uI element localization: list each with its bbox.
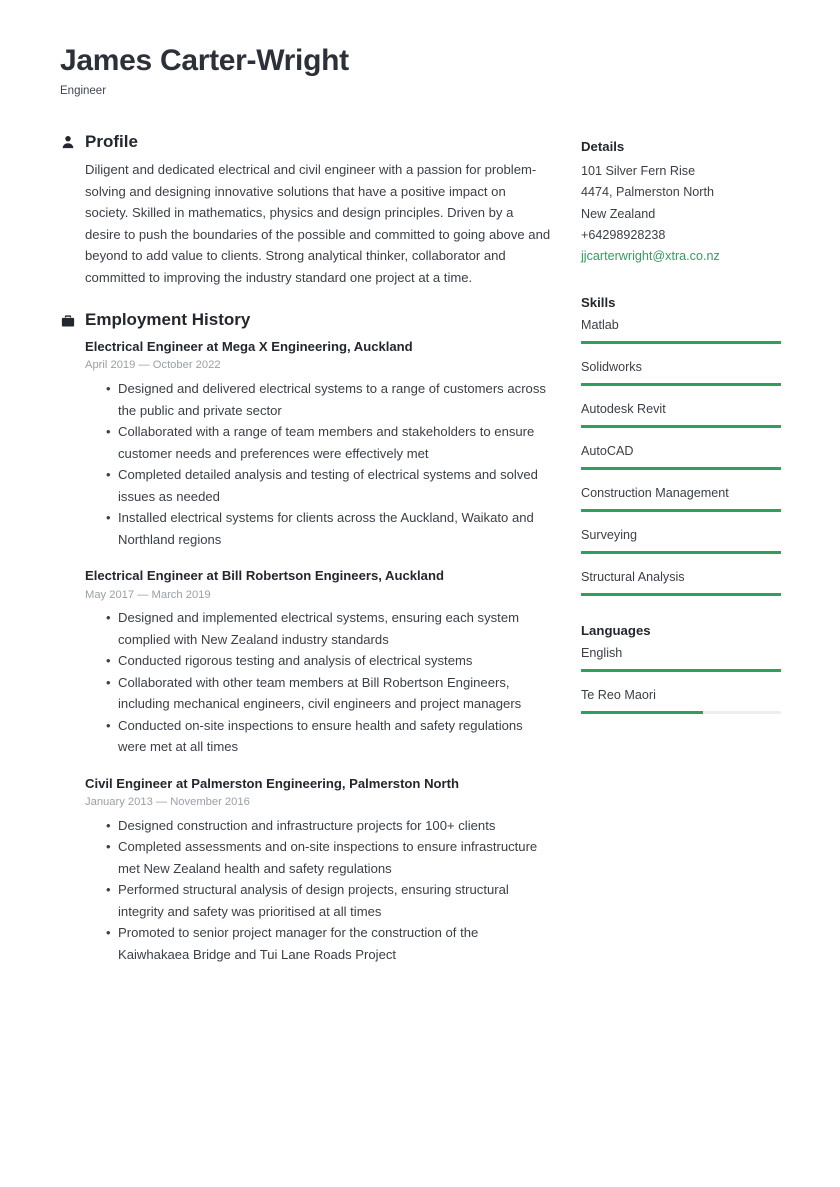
rating-label: Surveying (581, 527, 638, 542)
rating-label: Construction Management (581, 485, 729, 500)
candidate-name: James Carter-Wright (60, 44, 349, 77)
rating-track (581, 669, 781, 672)
skills-block (581, 294, 781, 596)
rating-item (581, 485, 781, 512)
profile-body (60, 159, 552, 288)
profile-section (60, 132, 552, 288)
rating-item (581, 359, 781, 386)
rating-item (581, 401, 781, 428)
rating-item (581, 317, 781, 344)
job-bullet: • Collaborated with a range of team members and stakeholders to ensure customer needs and preferences were effectively met (106, 421, 552, 464)
detail-line: New Zealand (581, 206, 656, 221)
job-heading: Civil Engineer at Palmerston Engineering, Palmerston North (85, 775, 459, 791)
rating-fill (581, 551, 781, 554)
rating-track (581, 509, 781, 512)
job-heading: Electrical Engineer at Bill Robertson Engineers, Auckland (85, 568, 444, 584)
rating-fill (581, 669, 781, 672)
employment-section-header (60, 310, 552, 330)
rating-label: Te Reo Maori (581, 687, 656, 702)
details-block (581, 138, 781, 268)
job-bullet: • Completed detailed analysis and testing of electrical systems and solved issues as needed (106, 464, 552, 507)
job-bullet: • Designed and delivered electrical systems to a range of customers across the public and private sector (106, 378, 552, 421)
skills-list (581, 317, 781, 596)
job-bullet: • Conducted rigorous testing and analysis of electrical systems (106, 650, 552, 672)
rating-fill (581, 593, 781, 596)
rating-track (581, 383, 781, 386)
rating-item (581, 687, 781, 714)
resume-header (60, 44, 760, 99)
languages-title: Languages (581, 622, 651, 638)
rating-item (581, 569, 781, 596)
rating-label: English (581, 645, 623, 660)
employment-title: Employment History (85, 310, 251, 330)
rating-track (581, 711, 781, 714)
sidebar (581, 138, 781, 740)
person-icon (60, 135, 75, 150)
rating-fill (581, 341, 781, 344)
rating-track (581, 425, 781, 428)
employment-body (60, 338, 552, 966)
rating-label: Autodesk Revit (581, 401, 666, 416)
rating-label: Matlab (581, 317, 619, 332)
languages-list (581, 645, 781, 714)
profile-title: Profile (85, 132, 138, 151)
job-dates: May 2017 — March 2019 (85, 588, 211, 601)
briefcase-icon (60, 313, 75, 328)
rating-fill (581, 383, 781, 386)
rating-fill (581, 711, 703, 714)
profile-section-header (60, 132, 552, 152)
jobs-list (85, 338, 552, 966)
job-bullet: • Designed and implemented electrical systems, ensuring each system complied with New Zealand industry standards (106, 607, 552, 650)
job-entry (85, 775, 552, 966)
rating-fill (581, 509, 781, 512)
job-bullet: • Designed construction and infrastructure projects for 100+ clients (106, 815, 552, 837)
profile-text: Diligent and dedicated electrical and civil engineer with a passion for problem-solving and designing innovative solutions that have a positive impact on society. Skilled in mathematics, physics and design principles. Driven by a desire to push the boundaries of the possible and committed to going above and beyond to add value to clients. Strong analytical thinker, collaborator and committed to improving the industry standard one project at a time. (85, 162, 551, 285)
rating-fill (581, 467, 781, 470)
job-heading: Electrical Engineer at Mega X Engineering, Auckland (85, 338, 413, 354)
job-bullet: • Completed assessments and on-site inspections to ensure infrastructure met New Zealand health and safety regulations (106, 836, 552, 879)
skills-title: Skills (581, 294, 616, 310)
rating-track (581, 593, 781, 596)
rating-label: Solidworks (581, 359, 642, 374)
rating-track (581, 341, 781, 344)
job-bullet: • Conducted on-site inspections to ensure health and safety regulations were met at all times (106, 715, 552, 758)
rating-label: Structural Analysis (581, 569, 685, 584)
languages-block (581, 622, 781, 714)
rating-item (581, 443, 781, 470)
job-bullet: • Promoted to senior project manager for the construction of the Kaiwhakaea Bridge and Tui Lane Roads Project (106, 922, 552, 965)
job-dates: January 2013 — November 2016 (85, 796, 250, 809)
email-link[interactable]: jjcarterwright@xtra.co.nz (581, 249, 720, 264)
main-column (60, 132, 552, 969)
rating-track (581, 467, 781, 470)
rating-label: AutoCAD (581, 443, 634, 458)
job-bullets (85, 607, 552, 758)
detail-line: 101 Silver Fern Rise (581, 164, 696, 179)
details-lines (581, 161, 781, 246)
job-bullets (85, 378, 552, 550)
details-title: Details (581, 139, 625, 154)
job-dates: April 2019 — October 2022 (85, 359, 221, 372)
employment-section (60, 310, 552, 965)
rating-item (581, 645, 781, 672)
rating-item (581, 527, 781, 554)
job-bullets (85, 815, 552, 966)
detail-line: +64298928238 (581, 228, 666, 243)
detail-line: 4474, Palmerston North (581, 185, 715, 200)
job-bullet: • Installed electrical systems for clients across the Auckland, Waikato and Northland regions (106, 507, 552, 550)
rating-track (581, 551, 781, 554)
rating-fill (581, 425, 781, 428)
job-bullet: • Collaborated with other team members at Bill Robertson Engineers, including mechanical engineers, civil engineers and project managers (106, 672, 552, 715)
candidate-job-title: Engineer (60, 85, 107, 97)
job-entry (85, 338, 552, 550)
job-bullet: • Performed structural analysis of design projects, ensuring structural integrity and safety was prioritised at all times (106, 879, 552, 922)
job-entry (85, 567, 552, 758)
